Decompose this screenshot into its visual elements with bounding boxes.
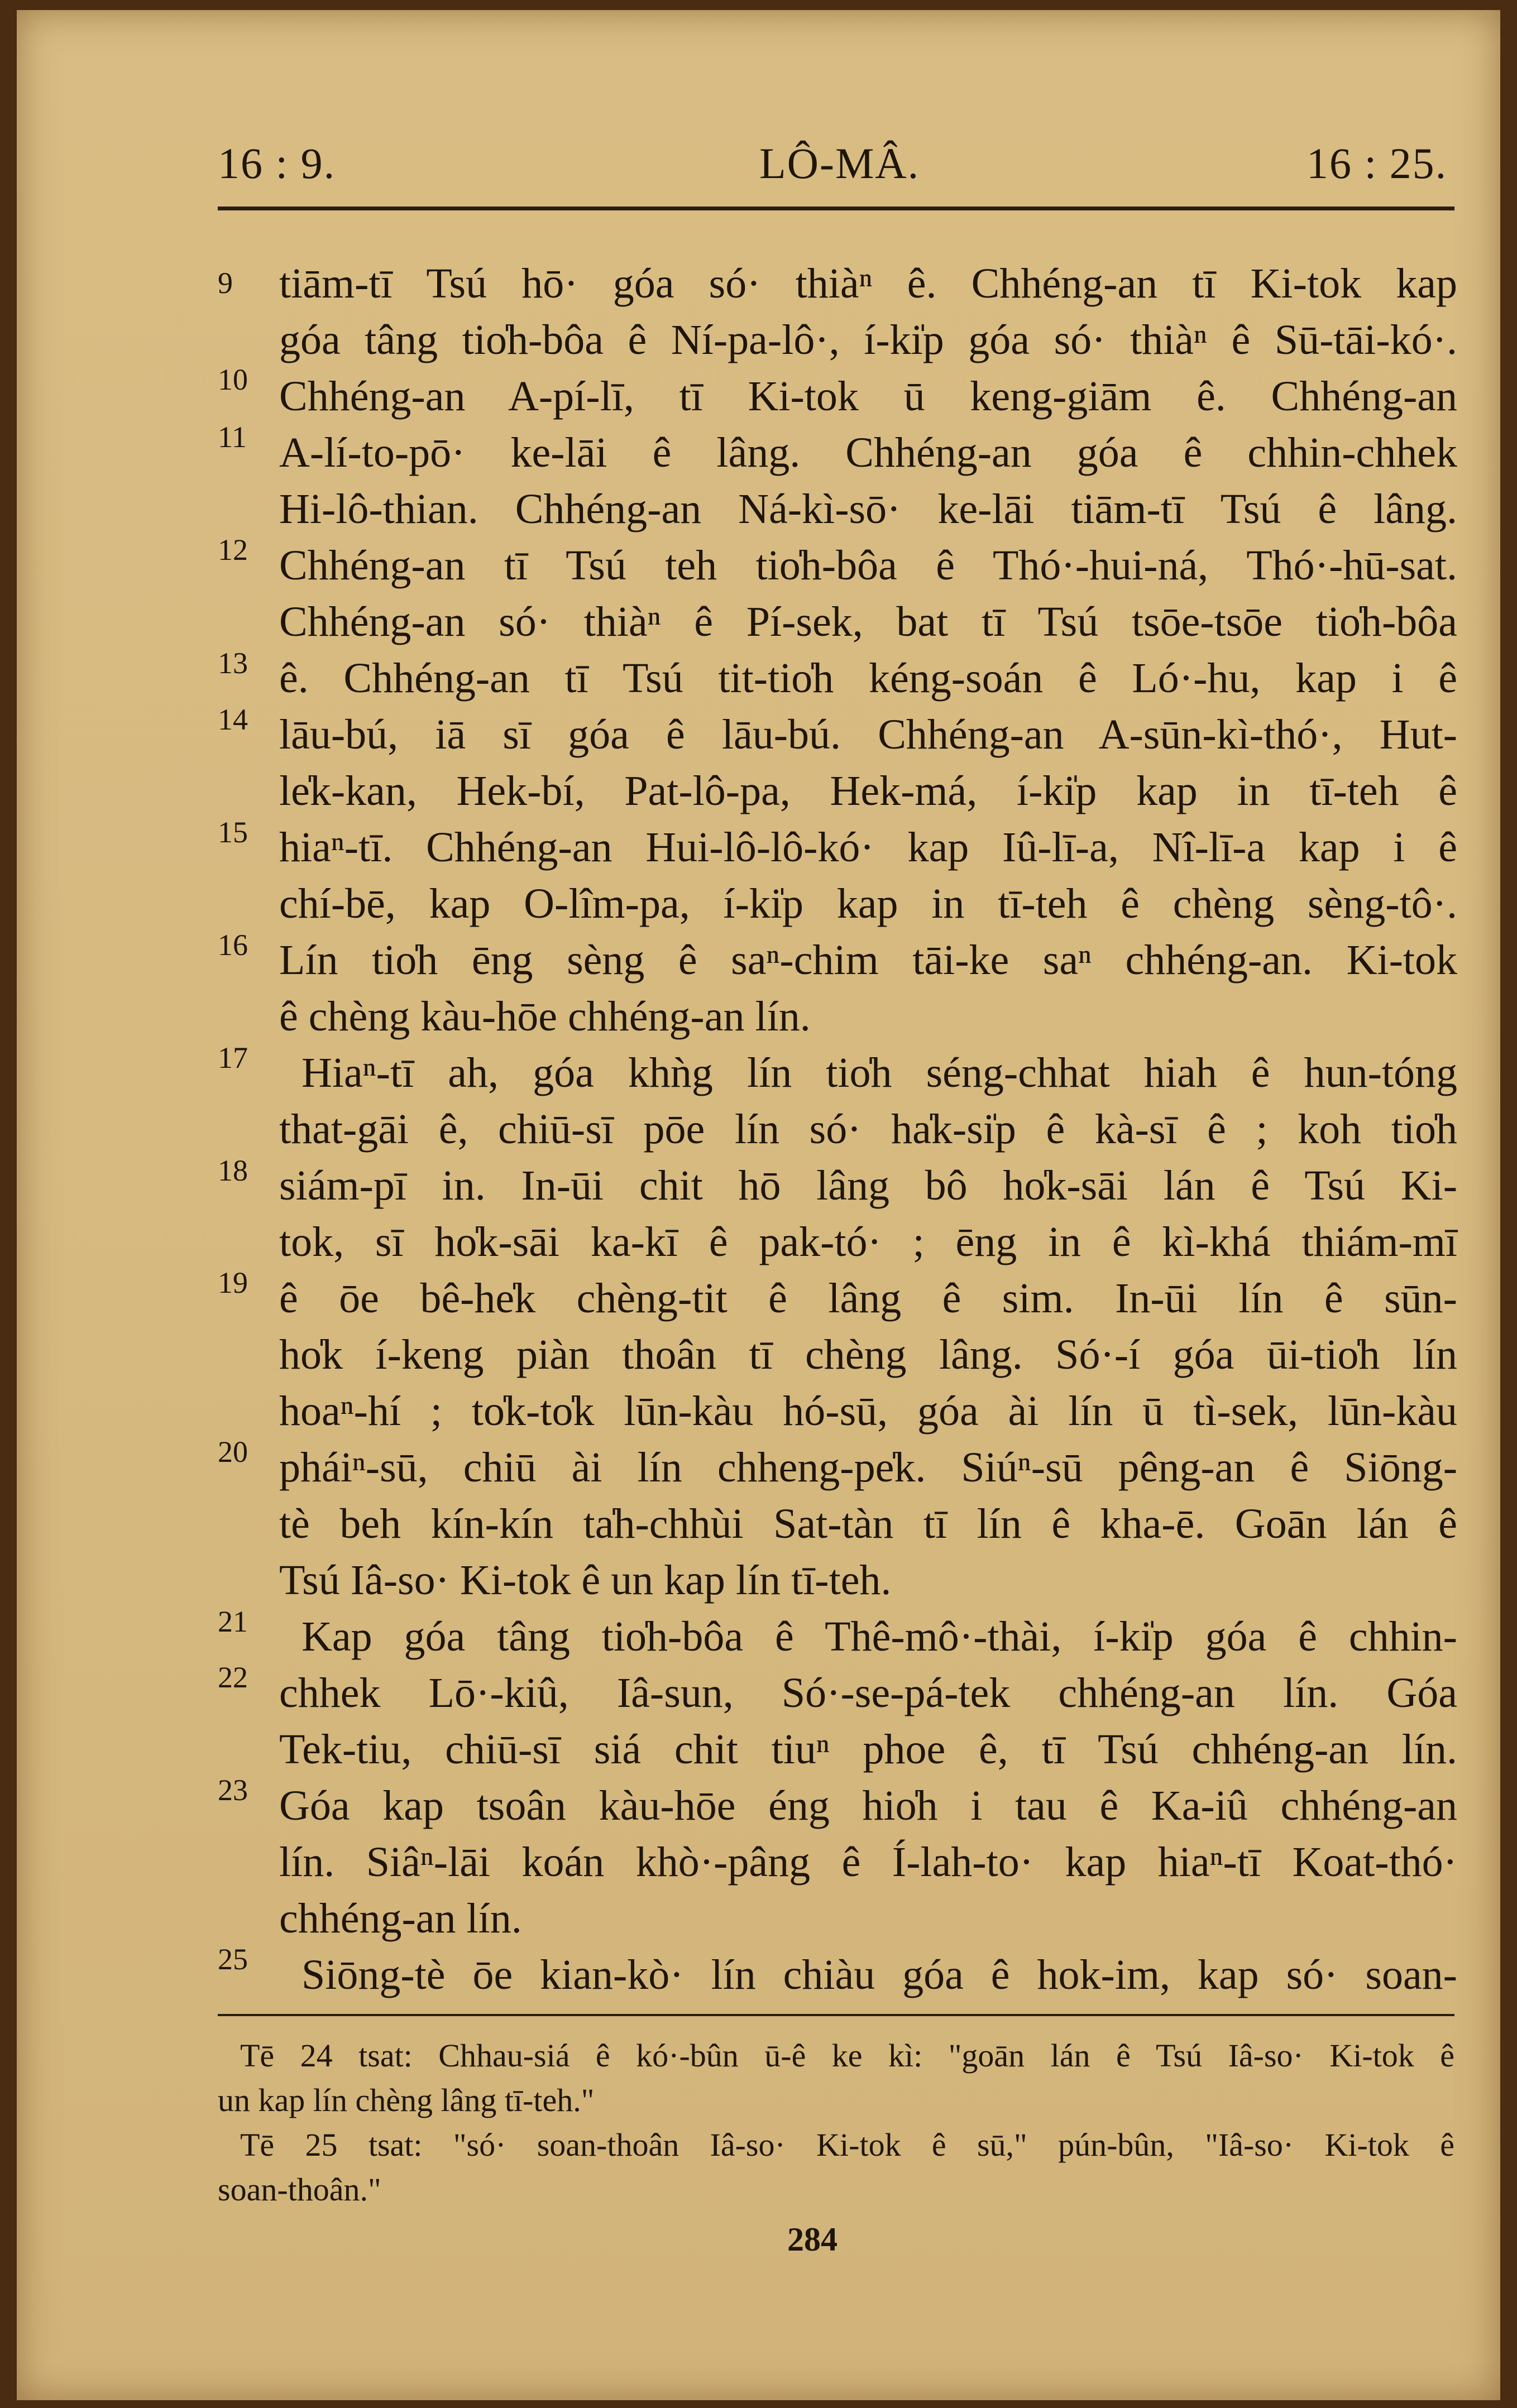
text-line: le̍k-kan, Hek-bí, Pat-lô-pa, Hek-má, í-ki̍p kap in tī-teh ê — [279, 768, 1457, 814]
verse-number: 12 — [218, 533, 248, 567]
text-line: lāu-bú, iā sī góa ê lāu-bú. Chhéng-an A-sūn-kì-thó·, Hut- — [279, 711, 1457, 758]
footnote-line: Tē 24 tsat: Chhau-siá ê kó·-bûn ū-ê ke kì: "goān lán ê Tsú Iâ-so· Ki-tok ê — [240, 2037, 1454, 2074]
verse-number: 21 — [218, 1605, 248, 1638]
chapter-text — [279, 256, 1457, 2003]
text-line: ê. Chhéng-an tī Tsú tit-tio̍h kéng-soán ê Ló·-hu, kap i ê — [279, 655, 1457, 702]
text-line: lín. Siâⁿ-lāi koán khò·-pâng ê Í-lah-to· kap hiaⁿ-tī Koat-thó· — [279, 1839, 1457, 1886]
verse-number: 19 — [218, 1266, 248, 1299]
book-title: LÔ-MÂ. — [759, 139, 920, 188]
book-page — [17, 10, 1500, 2400]
text-line: tok, sī ho̍k-sāi ka-kī ê pak-tó· ; ēng in ê kì-khá thiám-mī — [279, 1219, 1457, 1265]
text-line: that-gāi ê, chiū-sī pōe lín só· ha̍k-si̍p ê kà-sī ê ; koh tio̍h — [279, 1106, 1457, 1153]
text-line: Chhéng-an só· thiàⁿ ê Pí-sek, bat tī Tsú tsōe-tsōe tio̍h-bôa — [279, 598, 1457, 645]
verse-number: 23 — [218, 1773, 248, 1807]
text-line: Góa kap tsoân kàu-hōe éng hio̍h i tau ê Ka-iû chhéng-an — [279, 1782, 1457, 1829]
verse-number: 22 — [218, 1661, 248, 1694]
footnote-line: un kap lín chèng lâng tī-teh." — [218, 2082, 595, 2118]
text-line: A-lí-to-pō· ke-lāi ê lâng. Chhéng-an góa ê chhin-chhek — [279, 429, 1457, 476]
text-line: Chhéng-an tī Tsú teh tio̍h-bôa ê Thó·-hui-ná, Thó·-hū-sat. — [279, 542, 1457, 589]
verse-number: 15 — [218, 816, 248, 849]
verse-number: 9 — [218, 266, 233, 300]
text-line: tiām-tī Tsú hō· góa só· thiàⁿ ê. Chhéng-an tī Ki-tok kap — [279, 260, 1457, 307]
text-line: Tsú Iâ-so· Ki-tok ê un kap lín tī-teh. — [279, 1557, 892, 1604]
verse-number: 25 — [218, 1942, 248, 1976]
text-line: góa tâng tio̍h-bôa ê Ní-pa-lô·, í-ki̍p góa só· thiàⁿ ê Sū-tāi-kó·. — [279, 316, 1457, 363]
verse-number: 11 — [218, 420, 247, 454]
text-line: Chhéng-an A-pí-lī, tī Ki-tok ū keng-giām ê. Chhéng-an — [279, 373, 1457, 420]
header-rule — [218, 207, 1454, 210]
footnote-rule — [218, 2014, 1454, 2016]
verse-number: 17 — [218, 1041, 248, 1075]
verse-number: 18 — [218, 1154, 248, 1187]
text-line: ê ōe bê-he̍k chèng-tit ê lâng ê sim. In-ūi lín ê sūn- — [279, 1275, 1457, 1322]
page-number: 284 — [787, 2221, 838, 2258]
text-line: hoaⁿ-hí ; to̍k-to̍k lūn-kàu hó-sū, góa ài lín ū tì-sek, lūn-kàu — [279, 1388, 1457, 1435]
text-line: pháiⁿ-sū, chiū ài lín chheng-pe̍k. Siúⁿ-sū pêng-an ê Siōng- — [279, 1444, 1457, 1491]
text-line: Hiaⁿ-tī ah, góa khǹg lín tio̍h séng-chhat hiah ê hun-tóng — [302, 1049, 1457, 1096]
text-line: Hi-lô-thian. Chhéng-an Ná-kì-sō· ke-lāi tiām-tī Tsú ê lâng. — [279, 486, 1457, 533]
text-line: Kap góa tâng tio̍h-bôa ê Thê-mô·-thài, í-ki̍p góa ê chhin- — [302, 1613, 1457, 1660]
text-line: Siōng-tè ōe kian-kò· lín chiàu góa ê hok-im, kap só· soan- — [302, 1951, 1457, 1998]
text-line: ho̍k í-keng piàn thoân tī chèng lâng. Só·-í góa ūi-tio̍h lín — [279, 1331, 1457, 1378]
text-line: chhek Lō·-kiû, Iâ-sun, Só·-se-pá-tek chhéng-an lín. Góa — [279, 1670, 1457, 1716]
verse-number: 16 — [218, 928, 248, 962]
text-line: Tek-tiu, chiū-sī siá chit tiuⁿ phoe ê, tī Tsú chhéng-an lín. — [279, 1726, 1457, 1773]
text-line: tè beh kín-kín ta̍h-chhùi Sat-tàn tī lín ê kha-ē. Goān lán ê — [279, 1500, 1457, 1547]
text-line: siám-pī in. In-ūi chit hō lâng bô ho̍k-sāi lán ê Tsú Ki- — [279, 1162, 1457, 1209]
text-line: Lín tio̍h ēng sèng ê saⁿ-chim tāi-ke saⁿ chhéng-an. Ki-tok — [279, 937, 1457, 984]
text-line: hiaⁿ-tī. Chhéng-an Hui-lô-lô-kó· kap Iû-lī-a, Nî-lī-a kap i ê — [279, 824, 1457, 871]
text-line: chí-bē, kap O-lîm-pa, í-ki̍p kap in tī-teh ê chèng sèng-tô·. — [279, 880, 1457, 927]
verse-number: 20 — [218, 1435, 248, 1469]
footnote-line: soan-thoân." — [218, 2171, 381, 2208]
verse-number: 10 — [218, 363, 248, 396]
verse-number: 14 — [218, 703, 248, 736]
text-line: chhéng-an lín. — [279, 1895, 522, 1942]
footnotes — [218, 2033, 1454, 2212]
chapter-verse-end: 16 : 25. — [1307, 139, 1448, 188]
chapter-verse-start: 16 : 9. — [218, 139, 336, 188]
verse-number: 13 — [218, 646, 248, 680]
footnote-line: Tē 25 tsat: "só· soan-thoân Iâ-so· Ki-tok ê sū," pún-bûn, "Iâ-so· Ki-tok ê — [240, 2127, 1454, 2163]
text-line: ê chèng kàu-hōe chhéng-an lín. — [279, 993, 811, 1040]
